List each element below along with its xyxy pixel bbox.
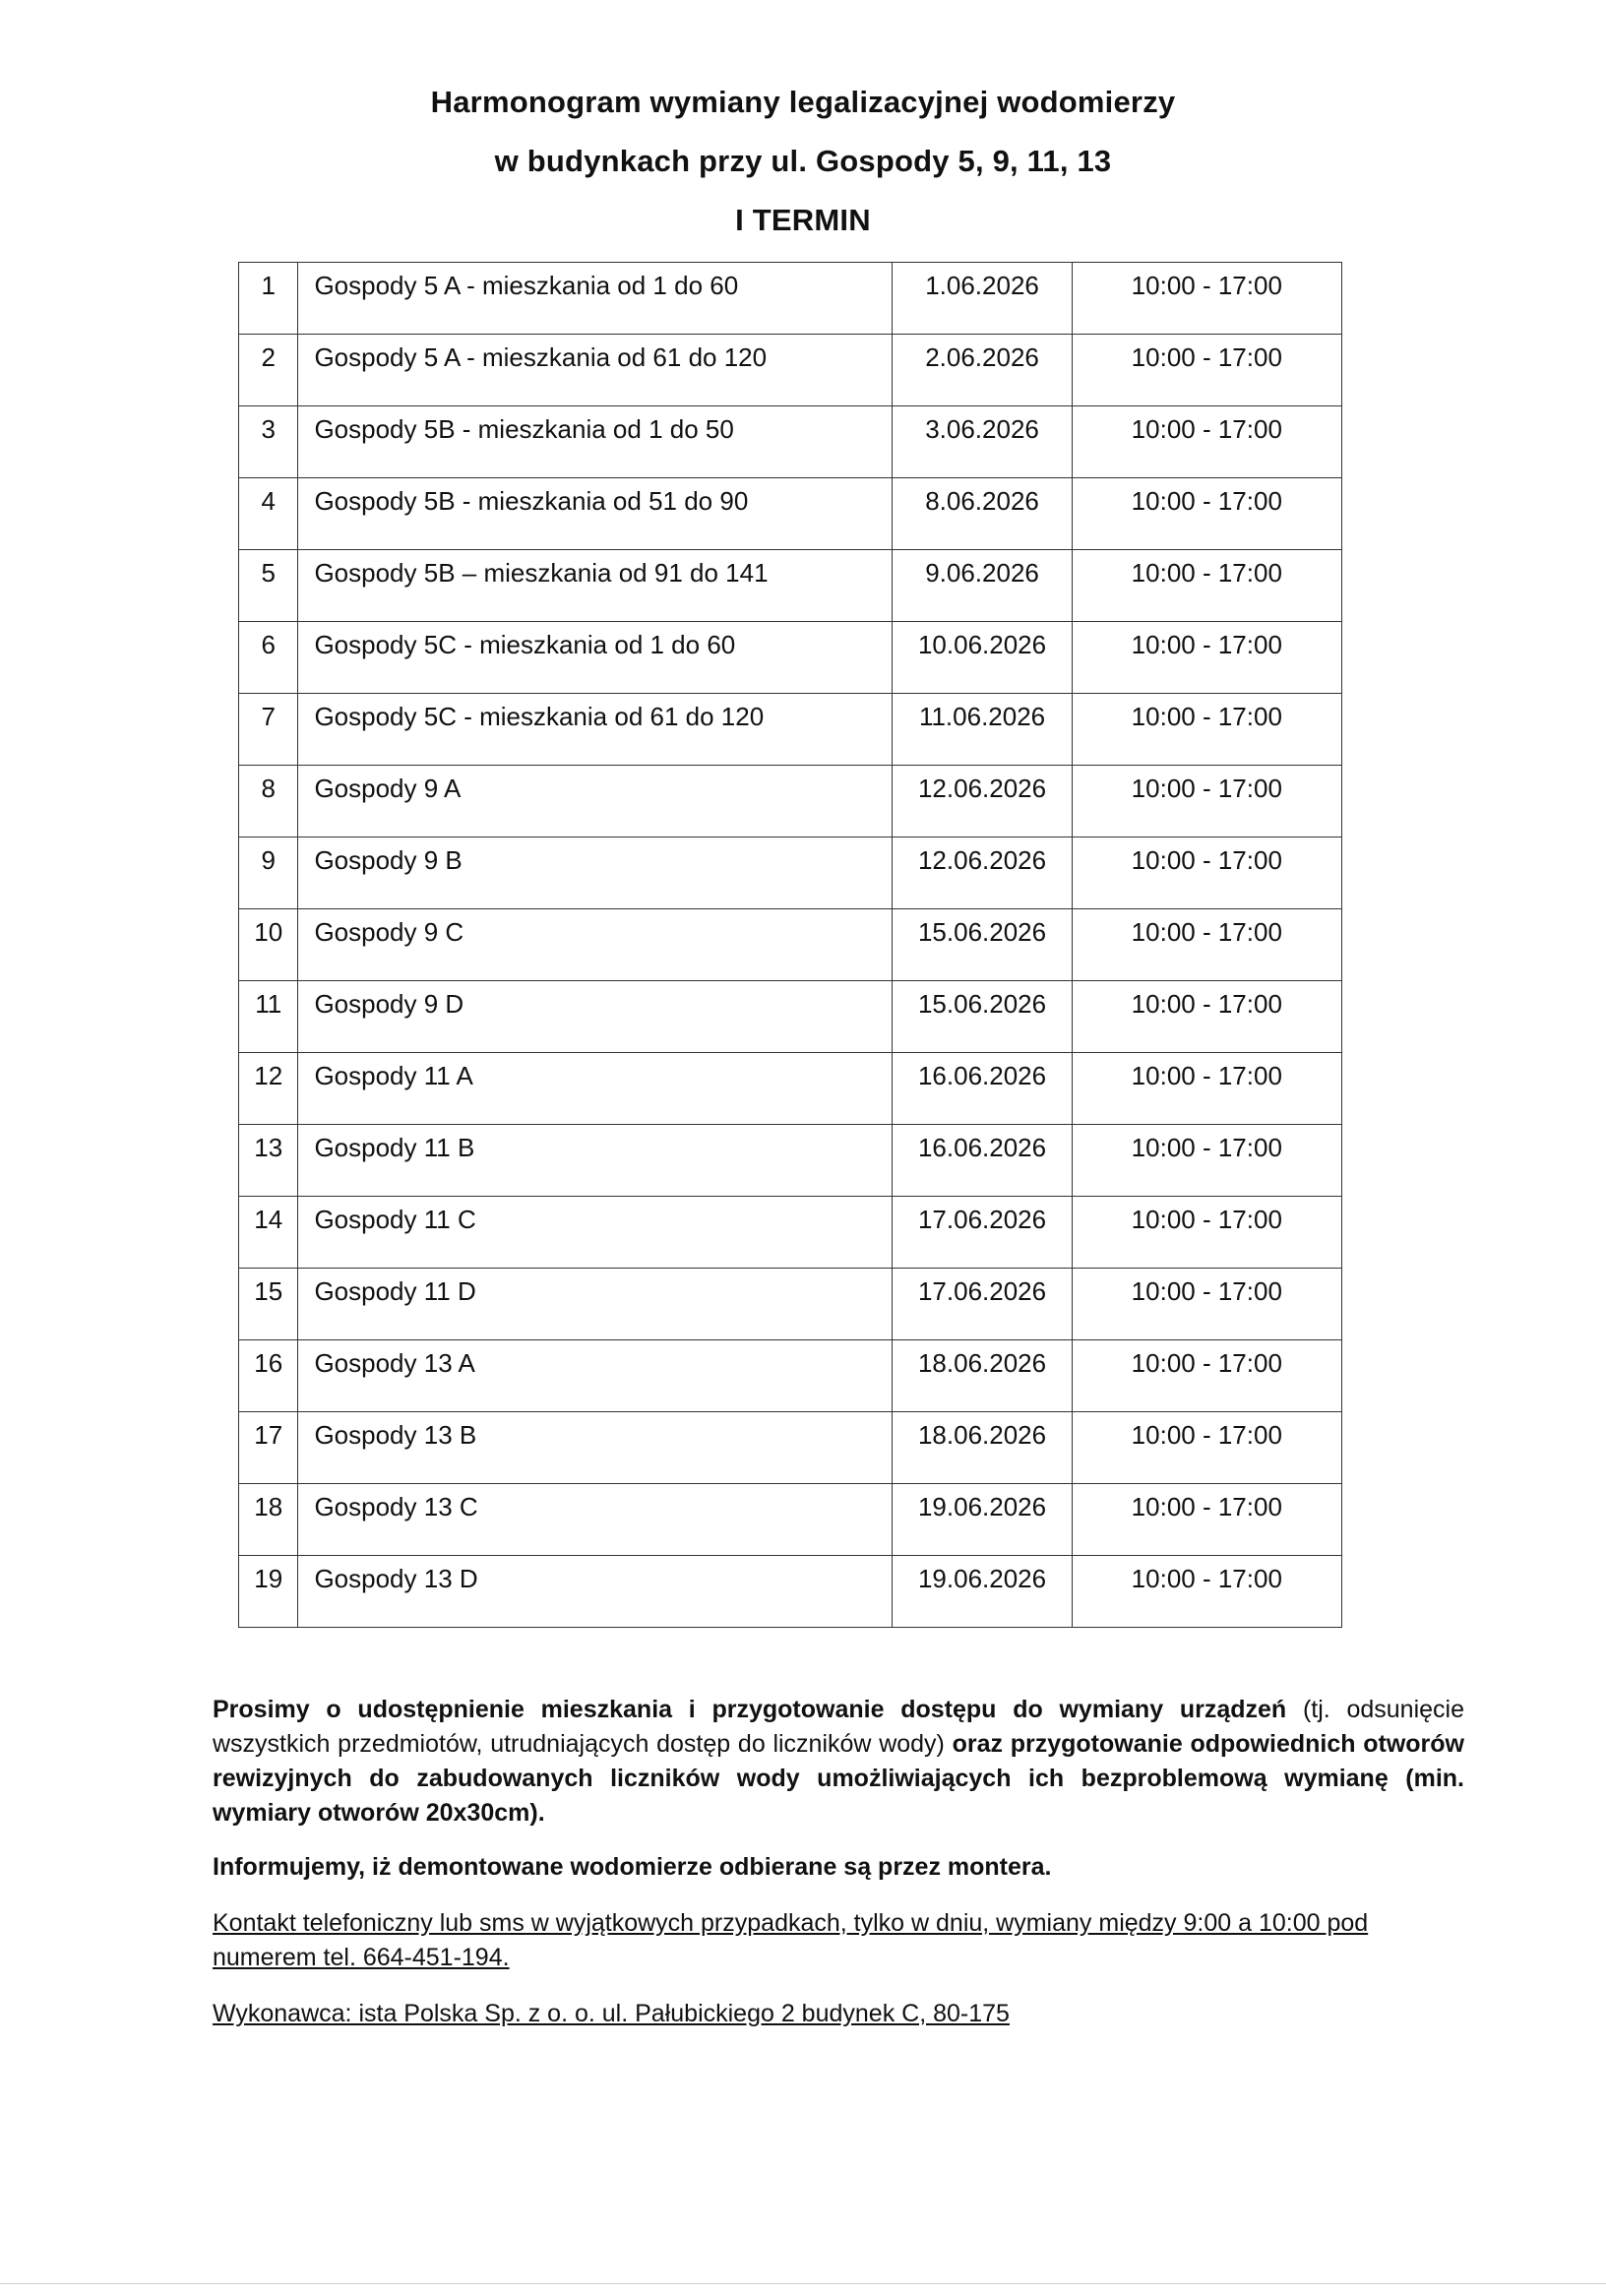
row-date-cell — [893, 1269, 1072, 1340]
row-location: Gospody 9 D — [314, 989, 464, 1019]
row-number: 14 — [254, 1205, 283, 1234]
row-date: 11.06.2026 — [918, 702, 1046, 731]
table-row — [239, 1269, 1342, 1340]
document-title: Harmonogram wymiany legalizacyjnej wodomierzy — [430, 85, 1176, 119]
row-date-cell — [893, 335, 1072, 406]
row-time: 10:00 - 17:00 — [1131, 1205, 1282, 1234]
row-number: 8 — [261, 774, 276, 803]
row-number-cell — [239, 766, 298, 838]
row-number: 4 — [261, 486, 276, 516]
row-time: 10:00 - 17:00 — [1131, 630, 1282, 659]
row-number: 2 — [261, 342, 276, 372]
row-time: 10:00 - 17:00 — [1131, 558, 1282, 588]
row-number: 10 — [254, 917, 283, 947]
row-time: 10:00 - 17:00 — [1131, 1061, 1282, 1090]
row-number-cell — [239, 622, 298, 694]
row-number-cell — [239, 263, 298, 335]
row-location: Gospody 11 B — [314, 1133, 475, 1162]
row-time-cell — [1072, 981, 1341, 1053]
row-location-cell — [298, 550, 893, 622]
row-location-cell — [298, 1125, 893, 1197]
row-location: Gospody 13 A — [314, 1348, 475, 1378]
table-row — [239, 838, 1342, 909]
row-date: 16.06.2026 — [917, 1061, 1047, 1090]
row-time-cell — [1072, 406, 1341, 478]
row-number-cell — [239, 1412, 298, 1484]
row-date: 19.06.2026 — [917, 1564, 1047, 1593]
table-row — [239, 1484, 1342, 1556]
row-date: 10.06.2026 — [917, 630, 1047, 659]
row-date: 18.06.2026 — [917, 1420, 1047, 1450]
table-row — [239, 1053, 1342, 1125]
row-number-cell — [239, 1053, 298, 1125]
row-location: Gospody 5B - mieszkania od 1 do 50 — [314, 414, 734, 444]
row-date: 18.06.2026 — [917, 1348, 1047, 1378]
row-number: 7 — [261, 702, 276, 731]
row-number: 11 — [255, 989, 282, 1019]
row-location-cell — [298, 1340, 893, 1412]
row-location-cell — [298, 335, 893, 406]
row-time: 10:00 - 17:00 — [1131, 989, 1282, 1019]
row-time-cell — [1072, 335, 1341, 406]
table-row — [239, 1340, 1342, 1412]
row-location: Gospody 5 A - mieszkania od 61 do 120 — [314, 342, 768, 372]
table-row — [239, 1197, 1342, 1269]
row-location: Gospody 13 C — [314, 1492, 478, 1521]
access-request-note — [213, 1693, 1464, 1831]
row-number-cell — [239, 981, 298, 1053]
row-date-cell — [893, 694, 1072, 766]
row-number-cell — [239, 909, 298, 981]
row-number: 5 — [261, 558, 276, 588]
row-time-cell — [1072, 1412, 1341, 1484]
row-number: 17 — [254, 1420, 283, 1450]
row-time-cell — [1072, 478, 1341, 550]
row-date-cell — [893, 838, 1072, 909]
schedule-table — [238, 262, 1342, 1628]
row-date-cell — [893, 766, 1072, 838]
row-location-cell — [298, 1556, 893, 1628]
row-date-cell — [893, 981, 1072, 1053]
table-row — [239, 1125, 1342, 1197]
row-date-cell — [893, 550, 1072, 622]
access-request-bold-1: Prosimy o udostępnienie mieszkania i przygotowanie dostępu do wymiany urządzeń — [213, 1696, 1287, 1723]
row-location: Gospody 5 A - mieszkania od 1 do 60 — [314, 271, 739, 300]
row-time: 10:00 - 17:00 — [1131, 1492, 1282, 1521]
scan-edge-line — [0, 2283, 1606, 2284]
row-location-cell — [298, 766, 893, 838]
row-time: 10:00 - 17:00 — [1131, 774, 1282, 803]
row-date: 8.06.2026 — [925, 486, 1039, 516]
row-location-cell — [298, 263, 893, 335]
access-request-bold-2: oraz przygotowanie odpowiednich otworów rewizyjnych do zabudowanych liczników wody umożliwiających ich bezproblemową wymianę (min. wymiary otworów 20x30cm). — [213, 1730, 1464, 1827]
row-number-cell — [239, 1197, 298, 1269]
row-time-cell — [1072, 1556, 1341, 1628]
row-date: 3.06.2026 — [925, 414, 1039, 444]
row-date: 17.06.2026 — [917, 1205, 1047, 1234]
row-location: Gospody 11 A — [314, 1061, 473, 1090]
row-time: 10:00 - 17:00 — [1131, 1420, 1282, 1450]
row-date-cell — [893, 1197, 1072, 1269]
row-time-cell — [1072, 1269, 1341, 1340]
row-date: 15.06.2026 — [917, 989, 1047, 1019]
row-time: 10:00 - 17:00 — [1131, 1564, 1282, 1593]
row-time-cell — [1072, 1484, 1341, 1556]
row-location-cell — [298, 981, 893, 1053]
row-date-cell — [893, 1340, 1072, 1412]
table-row — [239, 406, 1342, 478]
row-time: 10:00 - 17:00 — [1131, 414, 1282, 444]
row-location: Gospody 13 D — [314, 1564, 478, 1593]
row-time: 10:00 - 17:00 — [1131, 917, 1282, 947]
row-number-cell — [239, 1340, 298, 1412]
row-time-cell — [1072, 622, 1341, 694]
row-number: 18 — [254, 1492, 283, 1521]
row-number-cell — [239, 478, 298, 550]
row-location: Gospody 5B – mieszkania od 91 do 141 — [314, 558, 769, 588]
row-number: 13 — [254, 1133, 283, 1162]
row-number-cell — [239, 1556, 298, 1628]
row-location: Gospody 11 D — [314, 1276, 476, 1306]
row-time-cell — [1072, 909, 1341, 981]
row-date-cell — [893, 1484, 1072, 1556]
row-time-cell — [1072, 1340, 1341, 1412]
row-date: 15.06.2026 — [917, 917, 1047, 947]
schedule-table-body — [239, 263, 1342, 1628]
row-number-cell — [239, 550, 298, 622]
table-row — [239, 335, 1342, 406]
row-date-cell — [893, 263, 1072, 335]
row-date-cell — [893, 478, 1072, 550]
row-location-cell — [298, 838, 893, 909]
row-location-cell — [298, 1053, 893, 1125]
row-location: Gospody 9 B — [314, 845, 463, 875]
row-date-cell — [893, 1412, 1072, 1484]
table-row — [239, 1556, 1342, 1628]
table-row — [239, 909, 1342, 981]
table-row — [239, 263, 1342, 335]
table-row — [239, 478, 1342, 550]
row-number-cell — [239, 1484, 298, 1556]
row-time-cell — [1072, 1125, 1341, 1197]
row-number-cell — [239, 335, 298, 406]
row-number-cell — [239, 1125, 298, 1197]
row-number: 3 — [261, 414, 276, 444]
row-number: 19 — [254, 1564, 283, 1593]
row-location-cell — [298, 694, 893, 766]
row-date-cell — [893, 1125, 1072, 1197]
row-date-cell — [893, 622, 1072, 694]
row-date-cell — [893, 909, 1072, 981]
contact-note: Kontakt telefoniczny lub sms w wyjątkowych przypadkach, tylko w dniu, wymiany między 9:00 a 10:00 pod numerem tel. 664-451-194. — [213, 1909, 1369, 1971]
row-time-cell — [1072, 1197, 1341, 1269]
row-date: 17.06.2026 — [917, 1276, 1047, 1306]
row-location-cell — [298, 909, 893, 981]
row-date: 9.06.2026 — [925, 558, 1039, 588]
row-location: Gospody 5B - mieszkania od 51 do 90 — [314, 486, 749, 516]
row-date-cell — [893, 1053, 1072, 1125]
row-location-cell — [298, 478, 893, 550]
row-number-cell — [239, 694, 298, 766]
row-date: 12.06.2026 — [917, 845, 1047, 875]
row-time: 10:00 - 17:00 — [1131, 1348, 1282, 1378]
row-location-cell — [298, 1269, 893, 1340]
row-date: 16.06.2026 — [917, 1133, 1047, 1162]
row-location: Gospody 5C - mieszkania od 1 do 60 — [314, 630, 736, 659]
table-row — [239, 622, 1342, 694]
row-date: 19.06.2026 — [917, 1492, 1047, 1521]
row-time: 10:00 - 17:00 — [1131, 702, 1282, 731]
table-row — [239, 550, 1342, 622]
table-row — [239, 981, 1342, 1053]
table-row — [239, 694, 1342, 766]
row-time: 10:00 - 17:00 — [1131, 271, 1282, 300]
contractor-note: Wykonawca: ista Polska Sp. z o. o. ul. Pałubickiego 2 budynek C, 80-175 — [213, 2000, 1010, 2027]
row-time-cell — [1072, 766, 1341, 838]
row-number: 9 — [261, 845, 276, 875]
row-location-cell — [298, 406, 893, 478]
row-time-cell — [1072, 694, 1341, 766]
row-number-cell — [239, 838, 298, 909]
row-number-cell — [239, 1269, 298, 1340]
row-time: 10:00 - 17:00 — [1131, 342, 1282, 372]
row-time-cell — [1072, 838, 1341, 909]
table-row — [239, 1412, 1342, 1484]
row-number: 1 — [261, 271, 276, 300]
document-subtitle: w budynkach przy ul. Gospody 5, 9, 11, 13 — [494, 144, 1112, 178]
row-location: Gospody 9 C — [314, 917, 464, 947]
row-time-cell — [1072, 550, 1341, 622]
row-time: 10:00 - 17:00 — [1131, 845, 1282, 875]
row-date: 2.06.2026 — [925, 342, 1039, 372]
row-number: 16 — [254, 1348, 283, 1378]
row-number-cell — [239, 406, 298, 478]
row-location-cell — [298, 622, 893, 694]
row-date: 12.06.2026 — [917, 774, 1047, 803]
row-location: Gospody 13 B — [314, 1420, 477, 1450]
row-location: Gospody 5C - mieszkania od 61 do 120 — [314, 702, 765, 731]
access-request-details: (tj. odsunięcie wszystkich przedmiotów, utrudniających dostęp do liczników wody) — [213, 1696, 1464, 1758]
meter-pickup-note: Informujemy, iż demontowane wodomierze odbierane są przez montera. — [213, 1853, 1052, 1881]
term-heading: I TERMIN — [735, 203, 871, 237]
row-location: Gospody 9 A — [314, 774, 462, 803]
row-location-cell — [298, 1197, 893, 1269]
row-time: 10:00 - 17:00 — [1131, 1276, 1282, 1306]
row-number: 15 — [254, 1276, 283, 1306]
row-time: 10:00 - 17:00 — [1131, 1133, 1282, 1162]
row-location: Gospody 11 C — [314, 1205, 476, 1234]
row-location-cell — [298, 1412, 893, 1484]
table-row — [239, 766, 1342, 838]
row-date-cell — [893, 406, 1072, 478]
row-time-cell — [1072, 263, 1341, 335]
row-date-cell — [893, 1556, 1072, 1628]
row-number: 12 — [254, 1061, 283, 1090]
row-number: 6 — [261, 630, 276, 659]
row-location-cell — [298, 1484, 893, 1556]
row-time-cell — [1072, 1053, 1341, 1125]
row-date: 1.06.2026 — [925, 271, 1039, 300]
row-time: 10:00 - 17:00 — [1131, 486, 1282, 516]
